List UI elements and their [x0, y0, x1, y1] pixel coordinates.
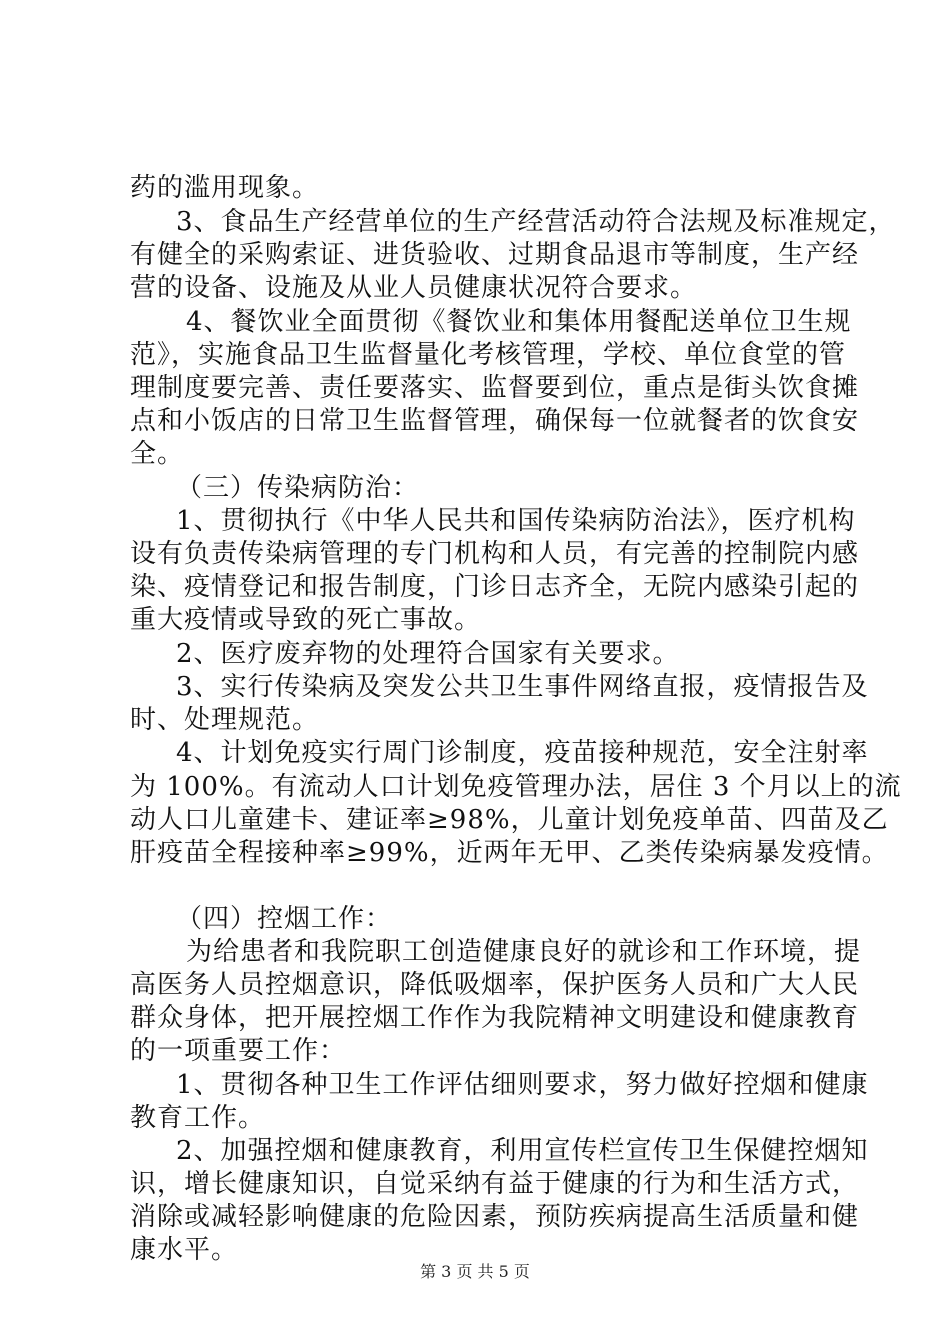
text-line: 的一项重要工作：: [130, 1036, 347, 1066]
text-line: 1、贯彻执行《中华人民共和国传染病防治法》，医疗机构: [176, 506, 856, 536]
text-line: 营的设备、设施及从业人员健康状况符合要求。: [130, 273, 698, 303]
text-line: 群众身体，把开展控烟工作作为我院精神文明建设和健康教育: [130, 1003, 860, 1033]
text-line: 范》，实施食品卫生监督量化考核管理，学校、单位食堂的管: [130, 340, 847, 370]
text-line: 全。: [130, 439, 185, 469]
text-line: 3、食品生产经营单位的生产经营活动符合法规及标准规定，: [176, 207, 896, 237]
text-line: 点和小饭店的日常卫生监督管理，确保每一位就餐者的饮食安: [130, 406, 860, 436]
text-line: 染、疫情登记和报告制度，门诊日志齐全，无院内感染引起的: [130, 572, 860, 602]
text-line: 识，增长健康知识，自觉采纳有益于健康的行为和生活方式，: [130, 1169, 860, 1199]
text-line: 2、加强控烟和健康教育，利用宣传栏宣传卫生保健控烟知: [176, 1136, 869, 1166]
text-line: 康水平。: [130, 1235, 239, 1265]
text-line: 为给患者和我院职工创造健康良好的就诊和工作环境，提: [186, 937, 862, 967]
text-line: 设有负责传染病管理的专门机构和人员，有完善的控制院内感: [130, 539, 860, 569]
text-line: 4、餐饮业全面贯彻《餐饮业和集体用餐配送单位卫生规: [186, 307, 852, 337]
page-footer: 第 3 页 共 5 页: [420, 1262, 530, 1281]
text-line: 2、医疗废弃物的处理符合国家有关要求。: [176, 639, 680, 669]
text-line: 1、贯彻各种卫生工作评估细则要求，努力做好控烟和健康: [176, 1070, 869, 1100]
text-line: 3、实行传染病及突发公共卫生事件网络直报，疫情报告及: [176, 672, 869, 702]
text-line: 动人口儿童建卡、建证率≥98%，儿童计划免疫单苗、四苗及乙: [130, 805, 889, 835]
text-line: 教育工作。: [130, 1103, 266, 1133]
section-heading: （三）传染病防治：: [176, 473, 420, 503]
text-line: 时、处理规范。: [130, 705, 320, 735]
text-line: 药的滥用现象。: [130, 173, 320, 203]
text-line: 理制度要完善、责任要落实、监督要到位，重点是街头饮食摊: [130, 373, 860, 403]
text-line: 4、计划免疫实行周门诊制度，疫苗接种规范，安全注射率: [176, 738, 869, 768]
text-line: 肝疫苗全程接种率≥99%，近两年无甲、乙类传染病暴发疫情。: [130, 838, 889, 868]
text-line: 为 100%。有流动人口计划免疫管理办法，居住 3 个月以上的流: [130, 772, 902, 802]
text-line: 有健全的采购索证、进货验收、过期食品退市等制度，生产经: [130, 240, 860, 270]
section-heading: （四）控烟工作：: [176, 904, 393, 934]
text-line: 消除或减轻影响健康的危险因素，预防疾病提高生活质量和健: [130, 1202, 860, 1232]
text-line: 重大疫情或导致的死亡事故。: [130, 605, 482, 635]
text-line: 高医务人员控烟意识，降低吸烟率，保护医务人员和广大人民: [130, 970, 860, 1000]
